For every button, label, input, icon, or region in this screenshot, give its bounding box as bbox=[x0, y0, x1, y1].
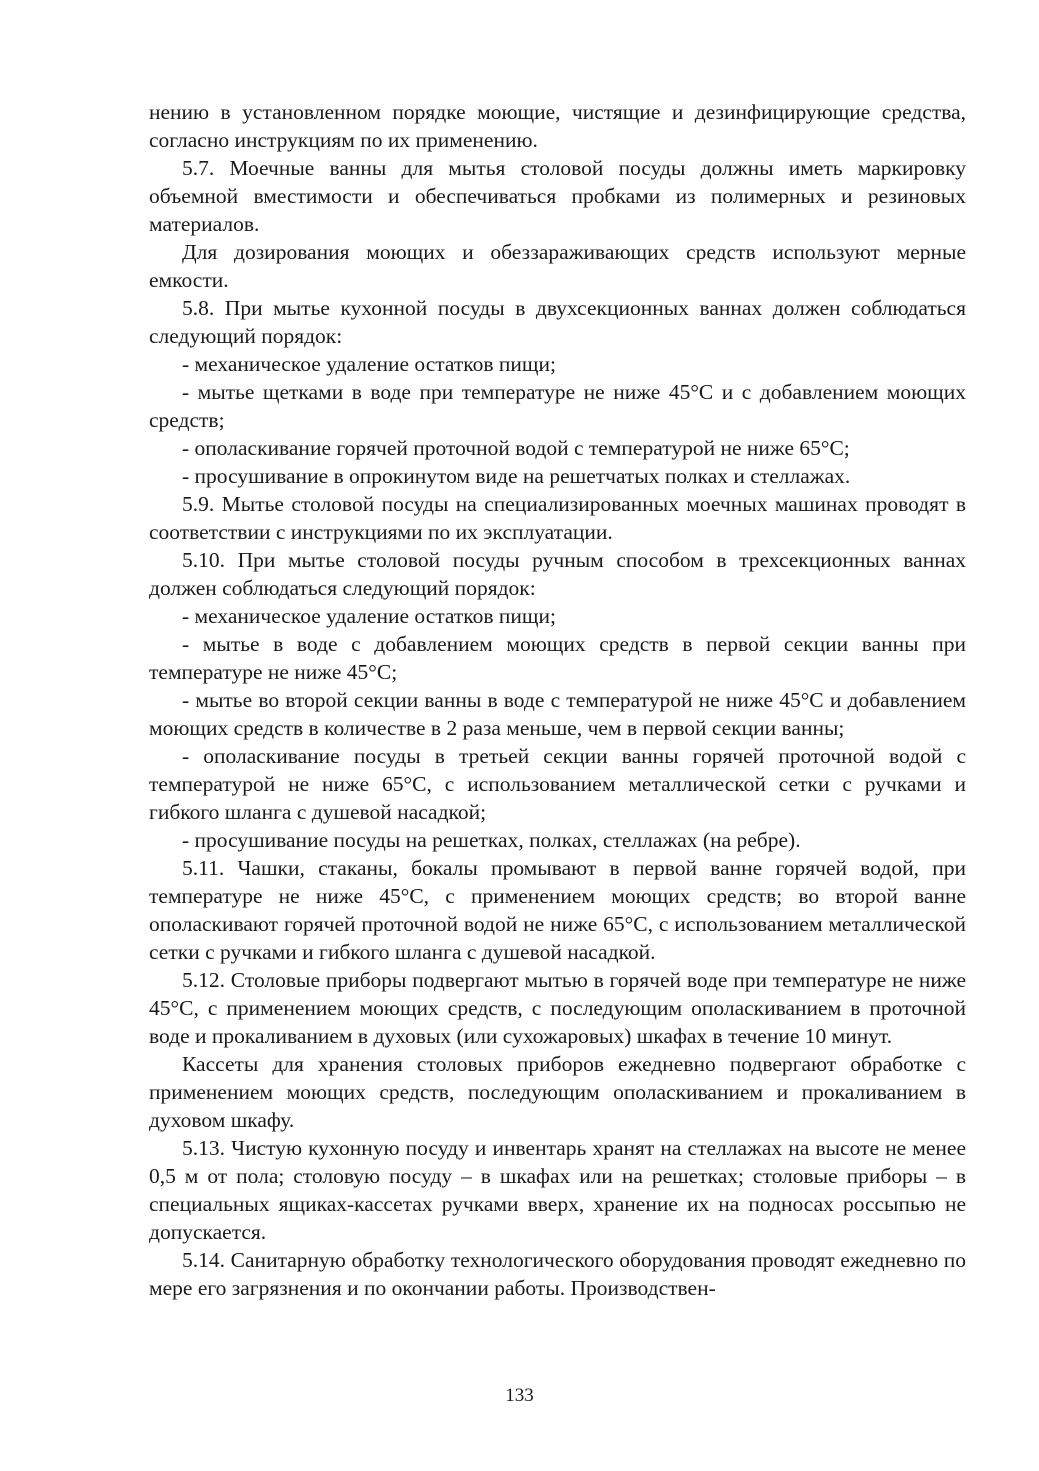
paragraph: 5.10. При мытье столовой посуды ручным способом в трехсекционных ваннах должен соблюдаться следующий порядок: bbox=[149, 548, 966, 600]
list-item: - мытье во второй секции ванны в воде с температурой не ниже 45°С и добавлением моющих средств в количестве в 2 раза меньше, чем в первой секции ванны; bbox=[149, 688, 966, 740]
paragraph: 5.7. Моечные ванны для мытья столовой посуды должны иметь маркировку объемной вместимости и обеспечиваться пробками из полимерных и резиновых материалов. bbox=[149, 156, 966, 236]
page-body bbox=[149, 98, 966, 1302]
list-item: - механическое удаление остатков пищи; bbox=[182, 604, 556, 628]
paragraph: 5.8. При мытье кухонной посуды в двухсекционных ваннах должен соблюдаться следующий порядок: bbox=[149, 296, 966, 348]
paragraph: 5.14. Санитарную обработку технологического оборудования проводят ежедневно по мере его загрязнения и по окончании работы. Производствен- bbox=[149, 1248, 966, 1300]
paragraph: Кассеты для хранения столовых приборов ежедневно подвергают обработке с применением моющих средств, последующим ополаскиванием и прокаливанием в духовом шкафу. bbox=[149, 1052, 966, 1132]
paragraph: нению в установленном порядке моющие, чистящие и дезинфицирующие средства, согласно инструкциям по их применению. bbox=[149, 100, 966, 152]
list-item: - просушивание в опрокинутом виде на решетчатых полках и стеллажах. bbox=[182, 464, 851, 488]
list-item: - механическое удаление остатков пищи; bbox=[182, 352, 556, 376]
list-item: - мытье щетками в воде при температуре не ниже 45°С и с добавлением моющих средств; bbox=[149, 380, 966, 432]
page-number: 133 bbox=[505, 1385, 534, 1406]
list-item: - просушивание посуды на решетках, полках, стеллажах (на ребре). bbox=[182, 828, 801, 852]
paragraph: 5.12. Столовые приборы подвергают мытью в горячей воде при температуре не ниже 45°С, с применением моющих средств, с последующим ополаскиванием в проточной воде и прокаливанием в духовых (или сухожаровых) шкафах в течение 10 минут. bbox=[149, 968, 966, 1048]
paragraph: 5.11. Чашки, стаканы, бокалы промывают в первой ванне горячей водой, при температуре не ниже 45°С, с применением моющих средств; во второй ванне ополаскивают горячей проточной водой не ниже 65°С, с использованием металлической сетки с ручками и гибкого шланга с душевой насадкой. bbox=[149, 856, 966, 964]
list-item: - ополаскивание посуды в третьей секции ванны горячей проточной водой с температурой не ниже 65°С, с использованием металлической сетки с ручками и гибкого шланга с душевой насадкой; bbox=[149, 744, 966, 824]
list-item: - мытье в воде с добавлением моющих средств в первой секции ванны при температуре не ниже 45°С; bbox=[149, 632, 966, 684]
paragraph: Для дозирования моющих и обеззараживающих средств используют мерные емкости. bbox=[149, 240, 966, 292]
paragraph: 5.9. Мытье столовой посуды на специализированных моечных машинах проводят в соответствии с инструкциями по их эксплуатации. bbox=[149, 492, 966, 544]
list-item: - ополаскивание горячей проточной водой с температурой не ниже 65°С; bbox=[182, 436, 850, 460]
paragraph: 5.13. Чистую кухонную посуду и инвентарь хранят на стеллажах на высоте не менее 0,5 м от пола; столовую посуду – в шкафах или на решетках; столовые приборы – в специальных ящиках-кассетах ручками вверх, хранение их на подносах россыпью не допускается. bbox=[149, 1136, 966, 1244]
